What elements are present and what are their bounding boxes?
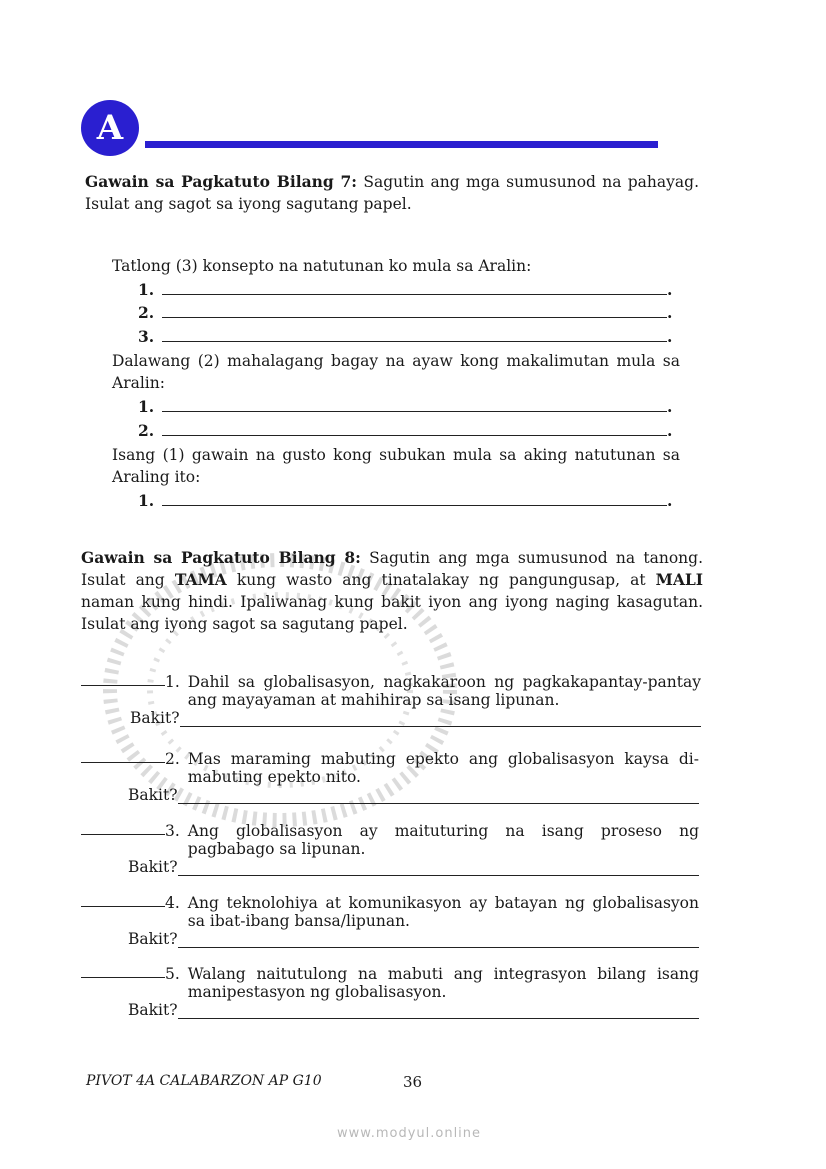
answer-line-5[interactable] [138, 420, 672, 442]
answer-blank[interactable] [162, 421, 667, 436]
activity7-title: Gawain sa Pagkatuto Bilang 7: [85, 172, 358, 191]
period: . [667, 421, 673, 440]
bakit-label: Bakit? [128, 930, 178, 948]
bakit-answer-line[interactable] [178, 1006, 699, 1019]
answer-blank[interactable] [162, 397, 667, 412]
answer-line-3[interactable] [138, 326, 672, 348]
answer-blank[interactable] [162, 491, 667, 506]
true-false-blank[interactable] [81, 965, 165, 978]
answer-blank[interactable] [162, 303, 667, 318]
activity8-text3: naman kung hindi. Ipaliwanag kung bakit iyon ang iyong naging kasagutan. Isulat ang iyong sagot sa sagutang papel. [81, 593, 703, 633]
activity8-instructions [81, 547, 703, 635]
question-text: Walang naitutulong na mabuti ang integrasyon bilang isang manipestasyon ng globalisasyon. [187, 965, 699, 1001]
item-number: 1. [138, 491, 155, 510]
bakit-answer-line[interactable] [178, 791, 699, 804]
question-number: 2. [165, 750, 180, 768]
question-4 [81, 894, 699, 948]
true-false-blank[interactable] [81, 750, 165, 763]
activity8-title: Gawain sa Pagkatuto Bilang 8: [81, 548, 361, 567]
section-divider [145, 141, 658, 148]
question-number: 5. [165, 965, 180, 983]
question-text: Mas maraming mabuting epekto ang globalisasyon kaysa di-mabuting epekto nito. [187, 750, 699, 786]
answer-blank[interactable] [162, 280, 667, 295]
prompt-one-activity [112, 444, 680, 488]
activity8-text2: kung wasto ang tinatalakay ng pangungusap, at [236, 571, 646, 589]
bakit-label: Bakit? [128, 1001, 178, 1019]
period: . [667, 491, 673, 510]
prompt1-text: Tatlong (3) konsepto na natutunan ko mula sa Aralin: [112, 257, 532, 275]
section-a-badge: A [81, 100, 139, 156]
answer-line-4[interactable] [138, 396, 672, 418]
watermark-url: www.modyul.online [337, 1126, 482, 1141]
question-text: Ang globalisasyon ay maituturing na isang proseso ng pagbabago sa lipunan. [187, 822, 699, 858]
question-3 [81, 822, 699, 876]
prompt-two-things [112, 350, 680, 394]
true-false-blank[interactable] [81, 894, 165, 907]
prompt3-text: Isang (1) gawain na gusto kong subukan mula sa aking natutunan sa Araling ito: [112, 446, 680, 486]
bakit-label: Bakit? [130, 709, 180, 727]
true-false-blank[interactable] [81, 673, 165, 686]
page-number: 36 [403, 1073, 423, 1091]
bakit-label: Bakit? [128, 786, 178, 804]
question-number: 3. [165, 822, 180, 840]
question-number: 1. [165, 673, 180, 691]
bakit-label: Bakit? [128, 858, 178, 876]
bakit-answer-line[interactable] [178, 863, 699, 876]
question-5 [81, 965, 699, 1019]
item-number: 2. [138, 421, 155, 440]
bakit-answer-line[interactable] [180, 714, 701, 727]
tama-keyword: TAMA [174, 570, 227, 589]
question-text: Ang teknolohiya at komunikasyon ay batayan ng globalisasyon sa ibat-ibang bansa/lipunan. [187, 894, 699, 930]
item-number: 3. [138, 327, 155, 346]
bakit-answer-line[interactable] [178, 935, 699, 948]
mali-keyword: MALI [655, 570, 704, 589]
activity7-instruction: Sagutin ang mga sumusunod na pahayag. Isulat ang sagot sa iyong sagutang papel. [85, 173, 699, 213]
item-number: 2. [138, 303, 155, 322]
activity8-text1: Sagutin ang mga sumusunod na tanong. Isulat ang [81, 549, 703, 589]
footer-title: PIVOT 4A CALABARZON AP G10 [86, 1073, 322, 1089]
question-number: 4. [165, 894, 180, 912]
answer-line-6[interactable] [138, 490, 672, 512]
item-number: 1. [138, 397, 155, 416]
prompt-three-concepts [112, 255, 680, 277]
item-number: 1. [138, 280, 155, 299]
prompt2-text: Dalawang (2) mahalagang bagay na ayaw kong makalimutan mula sa Aralin: [112, 352, 680, 392]
question-1 [81, 673, 701, 727]
true-false-blank[interactable] [81, 822, 165, 835]
answer-line-2[interactable] [138, 302, 672, 324]
activity7-instructions [85, 171, 699, 215]
period: . [667, 397, 673, 416]
question-text: Dahil sa globalisasyon, nagkakaroon ng pagkakapantay-pantay ang mayayaman at mahihirap sa isang lipunan. [187, 673, 701, 709]
period: . [667, 327, 673, 346]
answer-line-1[interactable] [138, 279, 672, 301]
question-2 [81, 750, 699, 804]
answer-blank[interactable] [162, 327, 667, 342]
period: . [667, 303, 673, 322]
period: . [667, 280, 673, 299]
